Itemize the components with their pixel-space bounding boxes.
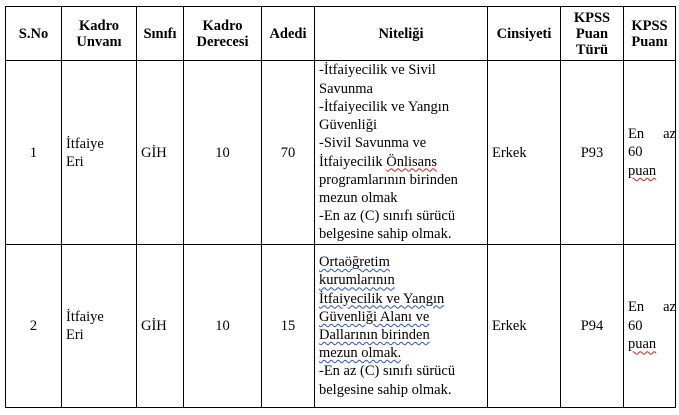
nitelik-line: -En az (C) sınıfı sürücü xyxy=(319,208,456,225)
header-kpss-puan-turu-line2: Puan xyxy=(575,25,609,42)
cell-sinif: GİH xyxy=(137,245,184,408)
cell-unvan xyxy=(62,245,137,408)
nitelik-line xyxy=(319,271,483,289)
cell-sno: 2 xyxy=(6,245,62,408)
cell-unvan-line1: İtfaiye xyxy=(66,309,104,325)
table-row xyxy=(6,245,676,408)
grammarcheck-text: İtfaiyecilik ve Yangın xyxy=(319,290,445,307)
header-cinsiyeti: Cinsiyeti xyxy=(488,7,561,61)
nitelik-line: belgesine sahip olmak. xyxy=(319,226,452,243)
puan-word: az xyxy=(663,125,676,142)
nitelik-line xyxy=(319,308,483,326)
header-row xyxy=(6,7,676,61)
header-adedi: Adedi xyxy=(262,7,315,61)
puan-line2: 60 xyxy=(628,144,643,161)
header-kadro-unvani xyxy=(62,7,137,61)
nitelik-line: Güvenliği xyxy=(319,117,377,134)
cell-cinsiyet: Erkek xyxy=(488,61,561,245)
cell-adet: 70 xyxy=(262,61,315,245)
header-kpss-puan-turu-line1: KPSS xyxy=(573,9,611,26)
cell-derece: 10 xyxy=(184,245,262,408)
header-sno: S.No xyxy=(6,7,62,61)
header-kadro-derecesi-line2: Derecesi xyxy=(196,33,249,50)
cell-unvan-line2: Eri xyxy=(66,327,84,343)
nitelik-line xyxy=(319,326,483,344)
nitelik-line: programlarının birinden xyxy=(319,171,458,188)
grammarcheck-text: Güvenliği Alanı ve xyxy=(319,308,430,325)
cell-adet: 15 xyxy=(262,245,315,408)
nitelik-line: belgesine sahip olmak. xyxy=(319,381,452,398)
cell-sinif: GİH xyxy=(137,61,184,245)
cell-derece: 10 xyxy=(184,61,262,245)
cell-puan xyxy=(624,245,676,408)
nitelik-line: mezun olmak xyxy=(319,189,398,206)
grammarcheck-text: Ortaöğretim xyxy=(319,254,390,271)
nitelik-line: -Sivil Savunma ve xyxy=(319,135,427,152)
cell-sno: 1 xyxy=(6,61,62,245)
header-kpss-puan-turu-line3: Türü xyxy=(575,41,609,58)
cell-cinsiyet: Erkek xyxy=(488,245,561,408)
grammarcheck-text: Dallarının birinden xyxy=(319,327,430,343)
header-kpss-puani-line2: Puanı xyxy=(631,33,668,50)
header-kadro-unvani-line2: Unvanı xyxy=(76,33,122,50)
header-kpss-puani xyxy=(624,7,676,61)
nitelik-line xyxy=(319,153,483,171)
nitelik-line xyxy=(319,290,483,308)
nitelik-line xyxy=(319,344,483,362)
spellcheck-word: puan xyxy=(628,162,657,179)
header-kadro-unvani-line1: Kadro xyxy=(78,17,120,34)
table-row xyxy=(6,61,676,245)
cell-unvan xyxy=(62,61,137,245)
header-sinifi: Sınıfı xyxy=(137,7,184,61)
puan-word: En xyxy=(628,299,645,316)
cell-nitelik xyxy=(315,61,488,245)
header-kadro-derecesi-line1: Kadro xyxy=(202,17,243,34)
grammarcheck-text: mezun olmak. xyxy=(319,345,402,362)
nitelik-line: -İtfaiyecilik ve Sivil xyxy=(319,62,436,79)
nitelik-line: Savunma xyxy=(319,80,373,97)
puan-line3 xyxy=(628,162,671,181)
nitelik-line: -İtfaiyecilik ve Yangın xyxy=(319,98,450,115)
cell-unvan-line1: İtfaiye xyxy=(66,135,104,152)
spellcheck-word: Önlisans xyxy=(386,153,437,170)
puan-word: az xyxy=(663,299,676,316)
nitelik-line xyxy=(319,253,483,271)
cell-puan-turu: P94 xyxy=(561,245,624,408)
cell-unvan-line2: Eri xyxy=(66,153,84,170)
nitelik-text: İtfaiyecilik xyxy=(319,153,387,170)
puan-word: En xyxy=(628,125,645,142)
nitelik-line: -En az (C) sınıfı sürücü xyxy=(319,363,456,380)
header-niteligi: Niteliği xyxy=(315,7,488,61)
cell-puan xyxy=(624,61,676,245)
spellcheck-word: puan xyxy=(628,336,657,353)
puan-line3 xyxy=(628,335,671,354)
puan-line2: 60 xyxy=(628,317,643,334)
cell-puan-turu: P93 xyxy=(561,61,624,245)
header-kadro-derecesi xyxy=(184,7,262,61)
grammarcheck-text: kurumlarının xyxy=(319,272,395,289)
header-kpss-puani-line1: KPSS xyxy=(631,17,668,34)
kadro-table xyxy=(5,6,676,408)
puan-line1 xyxy=(628,298,676,317)
puan-line1 xyxy=(628,125,676,144)
cell-nitelik xyxy=(315,245,488,408)
header-kpss-puan-turu xyxy=(561,7,624,61)
